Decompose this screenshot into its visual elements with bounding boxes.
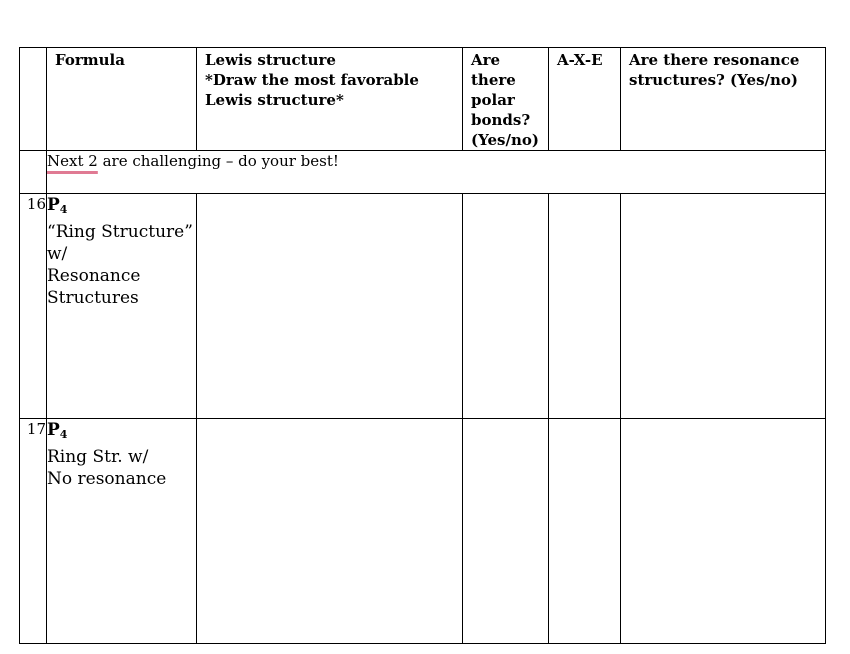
- header-lewis-structure: Lewis structure *Draw the most favorable Lewis structure*: [197, 48, 463, 151]
- lewis-answer-cell[interactable]: [197, 194, 463, 419]
- formula-line: Structures: [47, 288, 139, 308]
- header-formula: Formula: [47, 48, 197, 151]
- polar-answer-cell[interactable]: [463, 194, 549, 419]
- resonance-answer-cell[interactable]: [621, 194, 826, 419]
- header-resonance: Are there resonance structures? (Yes/no): [621, 48, 826, 151]
- challenge-note: [47, 151, 826, 194]
- note-number-cell: [20, 151, 47, 194]
- worksheet-table: [19, 47, 826, 644]
- table-row: [20, 419, 826, 644]
- formula-main: P: [47, 195, 60, 215]
- formula-line: Ring Str. w/: [47, 447, 149, 467]
- lewis-answer-cell[interactable]: [197, 419, 463, 644]
- header-row: [20, 48, 826, 151]
- resonance-answer-cell[interactable]: [621, 419, 826, 644]
- note-row: [20, 151, 826, 194]
- axe-answer-cell[interactable]: [549, 194, 621, 419]
- polar-answer-cell[interactable]: [463, 419, 549, 644]
- note-rest: are challenging – do your best!: [97, 152, 339, 170]
- formula-cell: [47, 194, 197, 419]
- formula-subscript: 4: [59, 203, 68, 216]
- header-polar-bonds: Are there polar bonds? (Yes/no): [463, 48, 549, 151]
- formula-subscript: 4: [59, 428, 68, 441]
- row-number: 17: [20, 419, 47, 644]
- formula-cell: [47, 419, 197, 644]
- formula-line: Resonance: [47, 266, 141, 286]
- header-number-cell: [20, 48, 47, 151]
- header-axe: A-X-E: [549, 48, 621, 151]
- formula-line: “Ring Structure”: [47, 222, 193, 242]
- table-row: [20, 194, 826, 419]
- formula-line: w/: [47, 244, 68, 264]
- formula-line: No resonance: [47, 469, 167, 489]
- axe-answer-cell[interactable]: [549, 419, 621, 644]
- row-number: 16: [20, 194, 47, 419]
- formula-main: P: [47, 420, 60, 440]
- note-underlined: Next 2: [47, 152, 98, 170]
